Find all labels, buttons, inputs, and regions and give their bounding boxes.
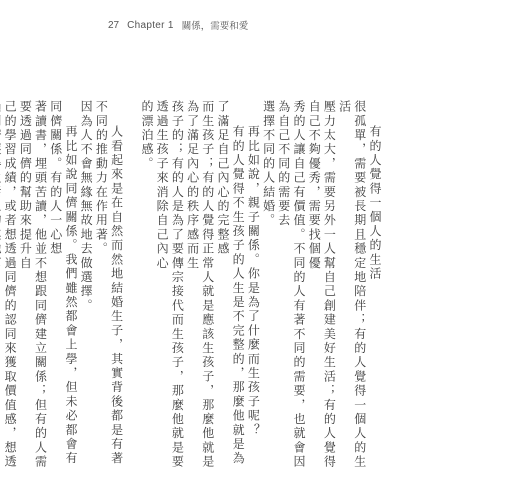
text-line: 的漂泊感。 xyxy=(139,100,154,171)
section-title: 關係，需要和愛 xyxy=(181,21,249,32)
text-line: 很孤單，需要被長期且穩定地陪伴；有的人覺得一個人的生活 xyxy=(337,100,367,470)
text-line: 因為人不會無緣無故地去做選擇。 xyxy=(79,100,94,313)
text-line: 秀的人讓自己有價值。不同的人有著不同的需要，也就會因為自己不同的需要去 xyxy=(276,100,306,470)
text-line: 有的人覺得不生孩子的人生是不完整的，那麼他就是為了滿足自己內心的完整感 xyxy=(215,100,246,466)
text-line: 再比如說同儕關係。我們雖然都會上學，但未必都會有同儕關係。有的人一心想 xyxy=(48,100,78,466)
text-line: 選擇不同的人結婚。 xyxy=(261,100,276,228)
text-line: 著讀書，埋頭苦讀，他並不想跟同儕建立關係；但有的人需要透過同儕的幫助來提升自 xyxy=(18,100,48,470)
page-number: 27 xyxy=(108,19,120,31)
text-line: 孩子的；有的人是為了要傳宗接代而生孩子，那麼他就是要透過生孩子來消除自己內心 xyxy=(155,100,185,470)
body-text xyxy=(0,100,382,480)
text-line: 而生孩子；有的人覺得正常人就是應該生孩子，那麼他就是為了滿足內心的秩序感而生 xyxy=(185,100,215,470)
text-line: 己的學習成績，或者想透過同儕的認同來獲取價值感，想透 xyxy=(3,100,18,470)
text-line: 有的人覺得一個人的生活 xyxy=(368,125,382,282)
text-line: 人看起來是在自然而然地結婚生子，其實背後都是有著不同的推動力在作用著。 xyxy=(94,100,124,466)
text-line: 壓力太大，需要另外一人幫自己創建美好生活；有的人覺得自己不夠優秀，需要找個優 xyxy=(307,100,337,470)
running-header xyxy=(108,18,248,32)
chapter-label: Chapter 1 xyxy=(127,19,174,31)
text-line: 再比如說，親子關係。你是為了什麼而生孩子呢？ xyxy=(246,125,261,438)
paragraph-break xyxy=(124,100,139,480)
